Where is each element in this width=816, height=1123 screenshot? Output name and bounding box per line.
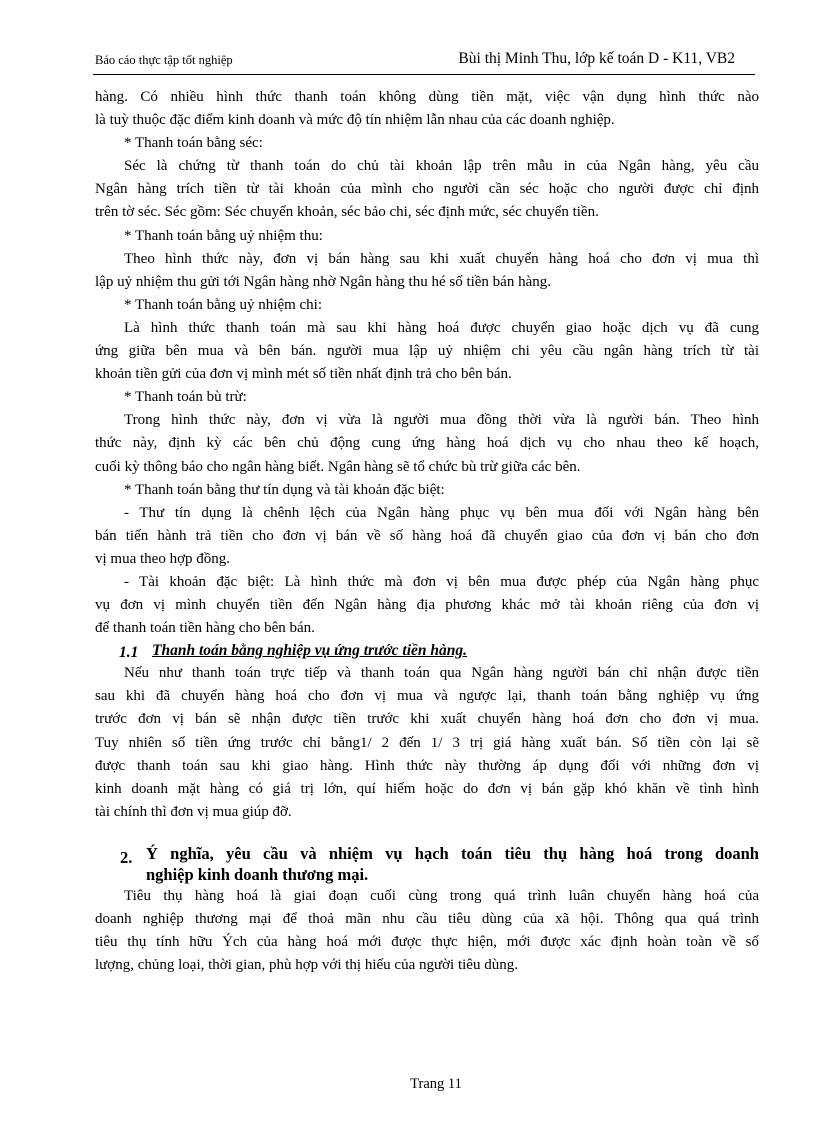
paragraph-line: được thanh toán sau khi giao hàng. Hình thức này thường áp dụng đối với những đơn vị bbox=[95, 757, 759, 774]
section-number: 2. bbox=[120, 847, 133, 867]
paragraph-line: Là hình thức thanh toán mà sau khi hàng hoá được chuyển giao hoặc dịch vụ đã cung bbox=[124, 319, 759, 336]
section-number: 1.1 bbox=[119, 644, 139, 662]
subheading-payment-order: * Thanh toán bằng uỷ nhiệm chi: bbox=[124, 296, 323, 313]
section-1-1-heading bbox=[95, 640, 759, 662]
section-title: Thanh toán bằng nghiệp vụ ứng trước tiền hàng. bbox=[152, 642, 468, 660]
section-title-line: Ý nghĩa, yêu cầu và nhiệm vụ hạch toán tiêu thụ hàng hoá trong doanh bbox=[146, 843, 759, 863]
paragraph-line: Theo hình thức này, đơn vị bán hàng sau khi xuất chuyển hàng hoá cho đơn vị mua thì bbox=[124, 250, 759, 267]
header-author: Bùi thị Minh Thu, lớp kế toán D - K11, VB2 bbox=[458, 50, 735, 67]
paragraph-line: Ngân hàng trích tiền từ tài khoản của mình cho người cần séc hoặc cho người được chỉ định bbox=[95, 181, 759, 198]
subheading-letter-of-credit: * Thanh toán bằng thư tín dụng và tài khoản đặc biệt: bbox=[124, 481, 445, 498]
document-body bbox=[95, 86, 759, 977]
page-header bbox=[95, 50, 735, 70]
paragraph-line: để thanh toán tiền hàng cho bên bán. bbox=[95, 620, 315, 637]
paragraph-line: lập uỷ nhiệm thu gửi tới Ngân hàng nhờ Ngân hàng thu hé số tiền bán hàng. bbox=[95, 273, 551, 290]
paragraph-line: kinh doanh mặt hàng có giá trị lớn, quí hiếm hoặc do đơn vị bán gặp khó khăn về tình hình bbox=[95, 780, 759, 797]
paragraph-line: Trong hình thức này, đơn vị vừa là người mua đồng thời vừa là người bán. Theo hình bbox=[124, 412, 759, 429]
subheading-collection-order: * Thanh toán bằng uỷ nhiệm thu: bbox=[124, 227, 323, 244]
subheading-cheque: * Thanh toán bằng séc: bbox=[124, 135, 263, 152]
paragraph-line: trên tờ séc. Séc gồm: Séc chuyển khoản, séc bảo chi, séc định mức, séc chuyển tiền. bbox=[95, 204, 599, 221]
paragraph-line: Nếu như thanh toán trực tiếp và thanh toán qua Ngân hàng người bán chỉ nhận được tiền bbox=[124, 665, 759, 682]
paragraph-line: doanh nghiệp thương mại để thoả mãn nhu cầu tiêu dùng của xã hội. Thông qua quá trình bbox=[95, 911, 759, 927]
paragraph-line: hàng. Có nhiều hình thức thanh toán không dùng tiền mặt, việc vận dụng hình thức nào bbox=[95, 89, 759, 105]
bullet-line: - Tài khoản đặc biệt: Là hình thức mà đơn vị bên mua được phép của Ngân hàng phục bbox=[124, 573, 759, 590]
header-report-title: Báo cáo thực tập tốt nghiệp bbox=[95, 53, 233, 67]
paragraph-line: cuối kỳ thông báo cho ngân hàng biết. Ngân hàng sẽ tổ chức bù trừ giữa các bên. bbox=[95, 458, 581, 475]
paragraph-line: Tuy nhiên số tiền ứng trước chỉ bằng1/ 2 đến 1/ 3 trị giá hàng xuất bán. Số tiền còn lại sẽ bbox=[95, 734, 759, 751]
paragraph-line: Séc là chứng từ thanh toán do chủ tài khoản lập trên mẫu in của Ngân hàng, yêu cầu bbox=[124, 158, 759, 175]
header-divider bbox=[93, 74, 755, 75]
paragraph-line: lượng, chủng loại, thời gian, phù hợp với thị hiếu của người tiêu dùng. bbox=[95, 957, 518, 974]
paragraph-line: tài chính thì đơn vị mua giúp đỡ. bbox=[95, 803, 292, 820]
section-title-line: nghiệp kinh doanh thương mại. bbox=[146, 864, 369, 884]
paragraph-line: ứng giữa bên mua và bên bán. người mua lập uỷ nhiệm chi yêu cầu ngân hàng trích từ tài bbox=[95, 343, 759, 360]
paragraph-line: vị mua theo hợp đồng. bbox=[95, 550, 230, 567]
paragraph-line: khoản tiền gửi của đơn vị mình mét số tiền nhất định trả cho bên bán. bbox=[95, 366, 512, 383]
subheading-clearing: * Thanh toán bù trừ: bbox=[124, 389, 247, 406]
paragraph-line: Tiêu thụ hàng hoá là giai đoạn cuối cùng trong quá trình luân chuyển hàng hoá của bbox=[124, 887, 759, 904]
bullet-line: - Thư tín dụng là chênh lệch của Ngân hàng phục vụ bên mua đối với Ngân hàng bên bbox=[124, 504, 759, 521]
page-number: Trang 11 bbox=[410, 1076, 462, 1092]
paragraph-line: vụ đơn vị mình chuyển tiền đến Ngân hàng địa phương khác mở tài khoản riêng của đơn vị bbox=[95, 597, 759, 614]
page-footer bbox=[0, 1075, 816, 1093]
paragraph-line: thức này, định kỳ các bên chủ động cung ứng hàng hoá dịch vụ cho nhau theo kế hoạch, bbox=[95, 435, 759, 452]
section-2-heading bbox=[95, 843, 759, 885]
paragraph-line: sau khi đã chuyển hàng hoá cho đơn vị mua và ngược lại, thanh toán bằng nghiệp vụ ứng bbox=[95, 688, 759, 705]
paragraph-line: bán tiến hành trả tiền cho đơn vị bán về số hàng hoá đã chuyển giao của đơn vị bán cho đơn bbox=[95, 527, 759, 544]
paragraph-line: trước đơn vị bán sẽ nhận được tiền trước khi xuất chuyển hàng hoá đơn cho đơn vị mua. bbox=[95, 711, 759, 728]
paragraph-line: tiêu thụ tính hữu Ých của hàng hoá mới được thực hiện, mới được xác định hoàn toàn về số bbox=[95, 934, 759, 951]
paragraph-line: là tuỳ thuộc đặc điểm kinh doanh và mức độ tín nhiệm lẫn nhau của các doanh nghiệp. bbox=[95, 112, 615, 129]
